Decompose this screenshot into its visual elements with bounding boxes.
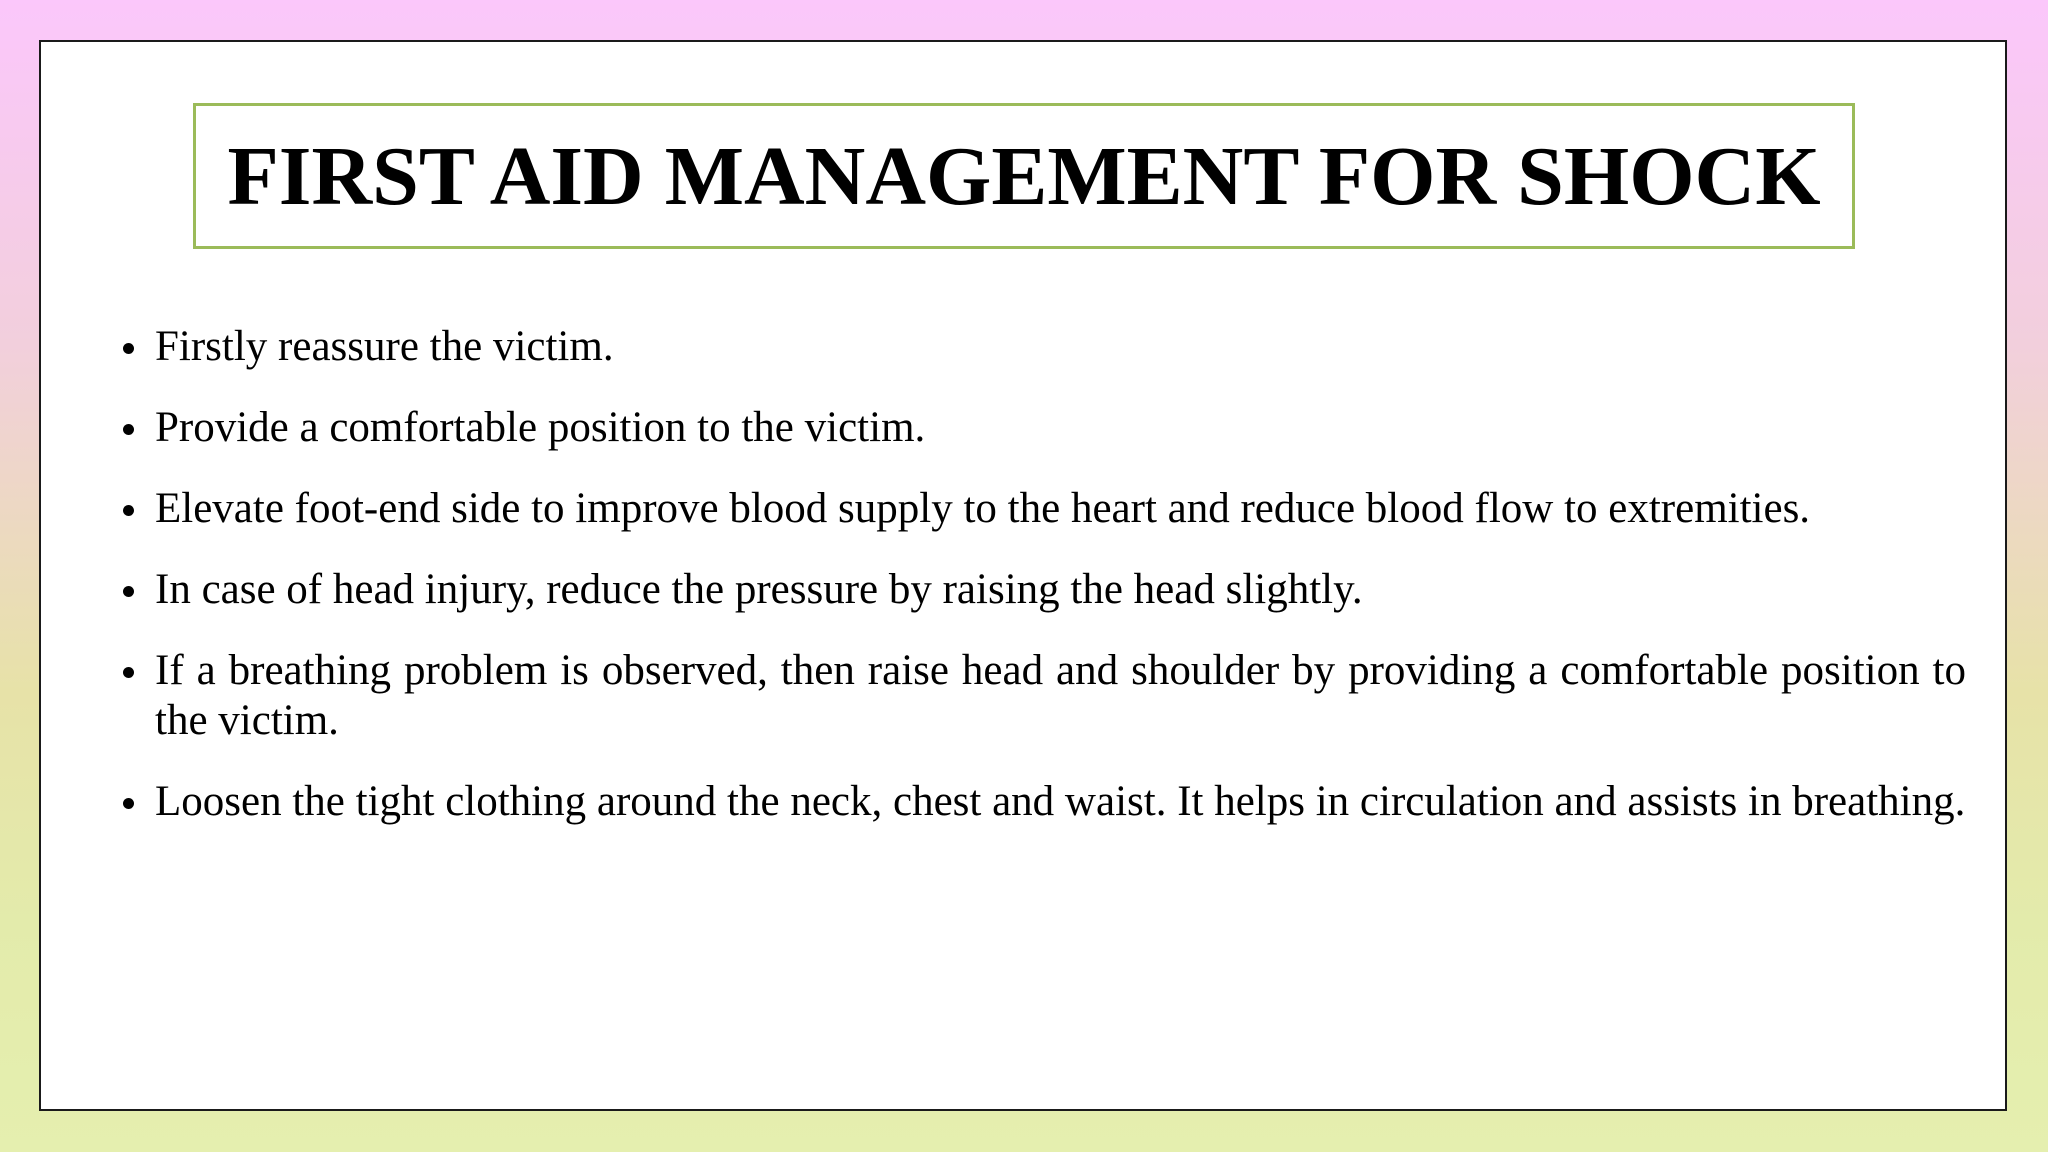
bullet-dot-icon [123,424,134,435]
bullet-dot-icon [123,505,134,516]
bullet-dot-icon [123,343,134,354]
bullet-item [81,322,1966,372]
bullet-text: If a breathing problem is observed, then raise head and shoulder by providing a comfortable position to the victim. [155,647,1966,744]
slide-panel [39,40,2007,1111]
bullet-text: In case of head injury, reduce the pressure by raising the head slightly. [155,566,1363,613]
bullet-dot-icon [123,586,134,597]
bullet-text: Firstly reassure the victim. [155,323,614,370]
bullet-text: Loosen the tight clothing around the neck, chest and waist. It helps in circulation and assists in breathing. [155,778,1966,825]
bullet-item [81,646,1966,746]
bullet-text: Provide a comfortable position to the victim. [155,404,926,451]
bullet-item [81,484,1966,534]
bullet-item [81,565,1966,615]
bullet-list [81,322,1966,858]
bullet-item [81,777,1966,827]
bullet-text: Elevate foot-end side to improve blood supply to the heart and reduce blood flow to extremities. [155,485,1811,532]
bullet-dot-icon [123,667,134,678]
bullet-dot-icon [123,798,134,809]
slide-title: FIRST AID MANAGEMENT FOR SHOCK [227,129,1821,223]
bullet-item [81,403,1966,453]
title-box [193,103,1855,249]
